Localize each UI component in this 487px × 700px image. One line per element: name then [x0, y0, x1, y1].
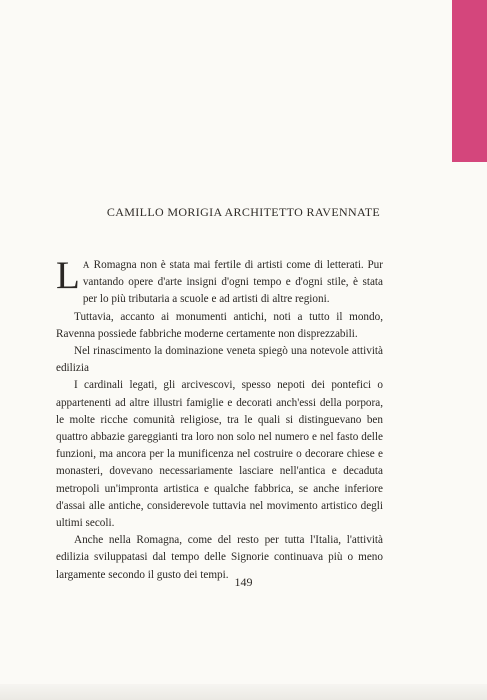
- paragraph-3: Nel rinascimento la dominazione veneta spiegò una notevole attività edilizia: [56, 345, 383, 375]
- paragraph-1-first-word: A: [82, 260, 90, 270]
- paragraph-1: [56, 254, 383, 309]
- page-tab-marker: [452, 0, 487, 162]
- paragraph-1-text: Romagna non è stata mai fertile di artisti come di letterati. Pur vantando opere d'arte insigni d'ogni tempo e d'ogni stile, è stata per lo più tributaria a scuole e ad artisti di altre regioni.: [82, 259, 383, 306]
- paragraph-5: Anche nella Romagna, come del resto per tutta l'Italia, l'attività edilizia sviluppatasi dal tempo delle Signorie continuava più o meno largamente secondo il gusto dei tempi.: [56, 534, 383, 581]
- paragraph-2: Tuttavia, accanto ai monumenti antichi, noti a tutto il mondo, Ravenna possiede fabbriche moderne certamente non disprezzabili.: [56, 310, 383, 340]
- body-text: [56, 254, 383, 584]
- page-number: 149: [234, 575, 253, 589]
- paragraph-4: I cardinali legati, gli arcivescovi, spesso nepoti dei pontefici o appartenenti ad altre illustri famiglie e decorati anch'essi della porpora, le molte ricche comunità religiose, tra le quali si distinguevano ben quattro abbazie gareggianti tra loro non solo nel numero e nel fasto delle funzioni, ma ancora per la munificenza nel costruire o decorare chiese e monasteri, dovevano necessariamente lasciare nell'antica e decaduta metropoli un'impronta artistica e qualche fabbrica, se anche inferiore d'assai alle antiche, considerevole tuttavia nel movimento artistico degli ultimi secoli.: [56, 379, 383, 530]
- chapter-title: CAMILLO MORIGIA ARCHITETTO RAVENNATE: [106, 205, 381, 219]
- drop-cap: L: [56, 254, 80, 297]
- page-bottom-edge: [0, 684, 487, 700]
